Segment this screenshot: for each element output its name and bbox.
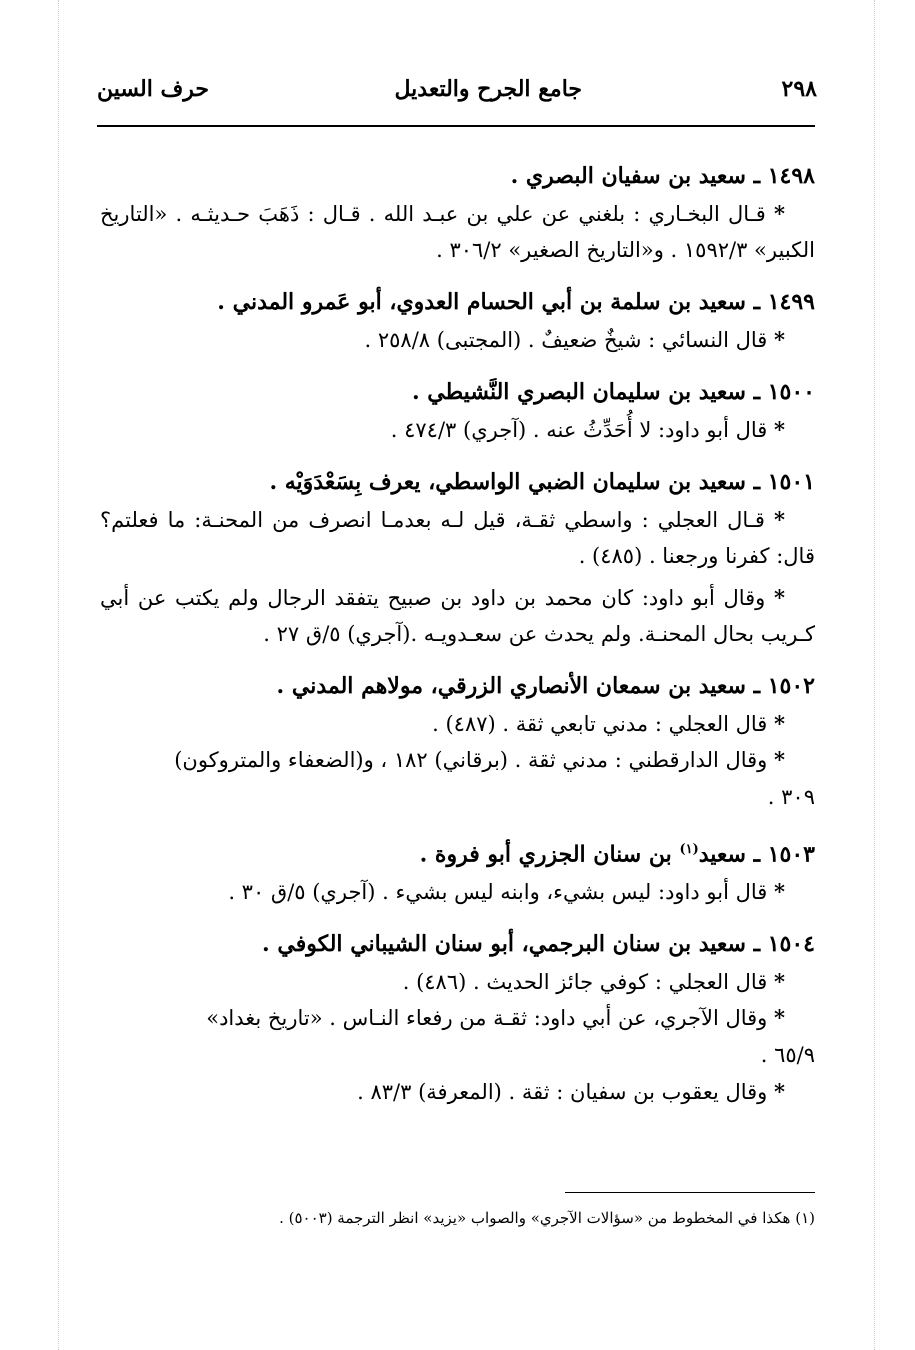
- star-marker: *: [774, 585, 785, 610]
- entry-1500: [100, 372, 815, 448]
- entry-heading: [100, 830, 815, 874]
- quote-text: قال العجلي : كوفي جائز الحديث . (٤٨٦) .: [402, 970, 768, 995]
- chapter-title: حرف السين: [97, 76, 210, 102]
- entry-1504: [100, 924, 815, 1110]
- page-number: ٢٩٨: [781, 76, 817, 102]
- entry-1501: [100, 462, 815, 652]
- quote-text: وقال يعقوب بن سفيان : ثقة . (المعرفة) ٨٣/٣ .: [357, 1080, 768, 1105]
- quote: [100, 502, 815, 574]
- star-marker: *: [774, 969, 785, 995]
- star-marker: *: [774, 879, 785, 905]
- footnote-separator: [565, 1192, 815, 1193]
- entry-heading: ١٥٠٤ ـ سعيد بن سنان البرجمي، أبو سنان الشيباني الكوفي .: [262, 931, 815, 958]
- star-marker: *: [774, 417, 785, 442]
- heading-text: ١٥٠٣ ـ سعيد: [698, 841, 815, 868]
- entry-1502: [100, 666, 815, 816]
- quote-text: قـال العجلي : واسطي ثقـة، قيل لـه بعدمـا انصرف من المحنـة: ما فعلتم؟ قال: كفرنا ورجعنا . (٤٨٥) .: [100, 508, 815, 568]
- star-marker: *: [774, 1079, 785, 1105]
- quote-text: وقال الدارقطني : مدني ثقة . (برقاني) ١٨٢ ، و(الضعفاء والمتروكون): [174, 748, 768, 772]
- entry-heading: ١٤٩٨ ـ سعيد بن سفيان البصري .: [510, 163, 815, 189]
- entry-1503: [100, 830, 815, 910]
- quote-text: قال العجلي : مدني تابعي ثقة . (٤٨٧) .: [432, 712, 768, 736]
- footnote: (١) هكذا في المخطوط من «سؤالات الآجري» والصواب «يزيد» انظر الترجمة (٥٠٠٣) .: [279, 1209, 815, 1227]
- entry-heading: ١٥٠٢ ـ سعيد بن سمعان الأنصاري الزرقي، مولاهم المدني .: [276, 673, 815, 699]
- quote-text: قـال البخـاري : بلغني عن علي بن عبـد الله . قـال : ذَهَبَ حـديثـه . «التاريخ الكبير» ١٥٩٢/٣ . و«التاريخ الصغير» ٣٠٦/٢ .: [100, 202, 815, 262]
- star-marker: *: [774, 507, 785, 532]
- quote: [100, 874, 815, 910]
- page-body: [100, 156, 815, 1124]
- quote: [100, 412, 815, 448]
- star-marker: *: [774, 747, 785, 772]
- star-marker: *: [774, 327, 785, 352]
- entry-heading: ١٥٠٠ ـ سعيد بن سليمان البصري النَّشيطي .: [411, 379, 815, 405]
- quote-continuation: ٦٥/٩ .: [760, 1043, 815, 1068]
- quote: [100, 706, 815, 742]
- star-marker: *: [774, 711, 785, 736]
- quote: [100, 1074, 815, 1110]
- entry-heading: ١٥٠١ ـ سعيد بن سليمان الضبي الواسطي، يعرف بِسَعْدَوَيْه .: [269, 469, 815, 495]
- quote: [100, 1000, 815, 1036]
- entry-1499: [100, 282, 815, 358]
- book-title: جامع الجرح والتعديل: [394, 76, 582, 102]
- quote: [100, 322, 815, 358]
- quote-text: قال أبو داود: لا أُحَدِّثُ عنه . (آجري) ٤٧٤/٣ .: [390, 418, 768, 442]
- heading-text: بن سنان الجزري أبو فروة .: [419, 841, 680, 868]
- star-marker: *: [774, 201, 785, 226]
- star-marker: *: [774, 1005, 785, 1031]
- footnote-marker[interactable]: (١): [679, 842, 699, 857]
- entry-1498: [100, 156, 815, 268]
- quote-text: وقال الآجري، عن أبي داود: ثقـة من رفعاء النـاس . «تاريخ بغداد»: [206, 1006, 768, 1031]
- header-rule: [97, 125, 815, 127]
- quote: [100, 580, 815, 652]
- quote-text: قال النسائي : شيخٌ ضعيفٌ . (المجتبى) ٢٥٨/٨ .: [364, 328, 768, 352]
- quote-text: قال أبو داود: ليس بشيء، وابنه ليس بشيء . (آجري) ٥/ق ٣٠ .: [228, 880, 768, 905]
- quote: [100, 742, 815, 778]
- running-header: [97, 72, 817, 112]
- quote-text: وقال أبو داود: كان محمد بن داود بن صبيح يتفقد الرجال ولم يكتب عن أبي كـريب بحال المحنـة. ولم يحدث عن سعـدويـه .(آجري) ٥/ق ٢٧ .: [100, 586, 815, 646]
- quote-continuation: ٣٠٩ .: [767, 785, 815, 809]
- quote: [100, 196, 815, 268]
- scan-edge-left: [58, 0, 59, 1350]
- quote: [100, 964, 815, 1000]
- entry-heading: ١٤٩٩ ـ سعيد بن سلمة بن أبي الحسام العدوي، أبو عَمرو المدني .: [217, 289, 815, 315]
- scan-edge-right: [874, 0, 875, 1350]
